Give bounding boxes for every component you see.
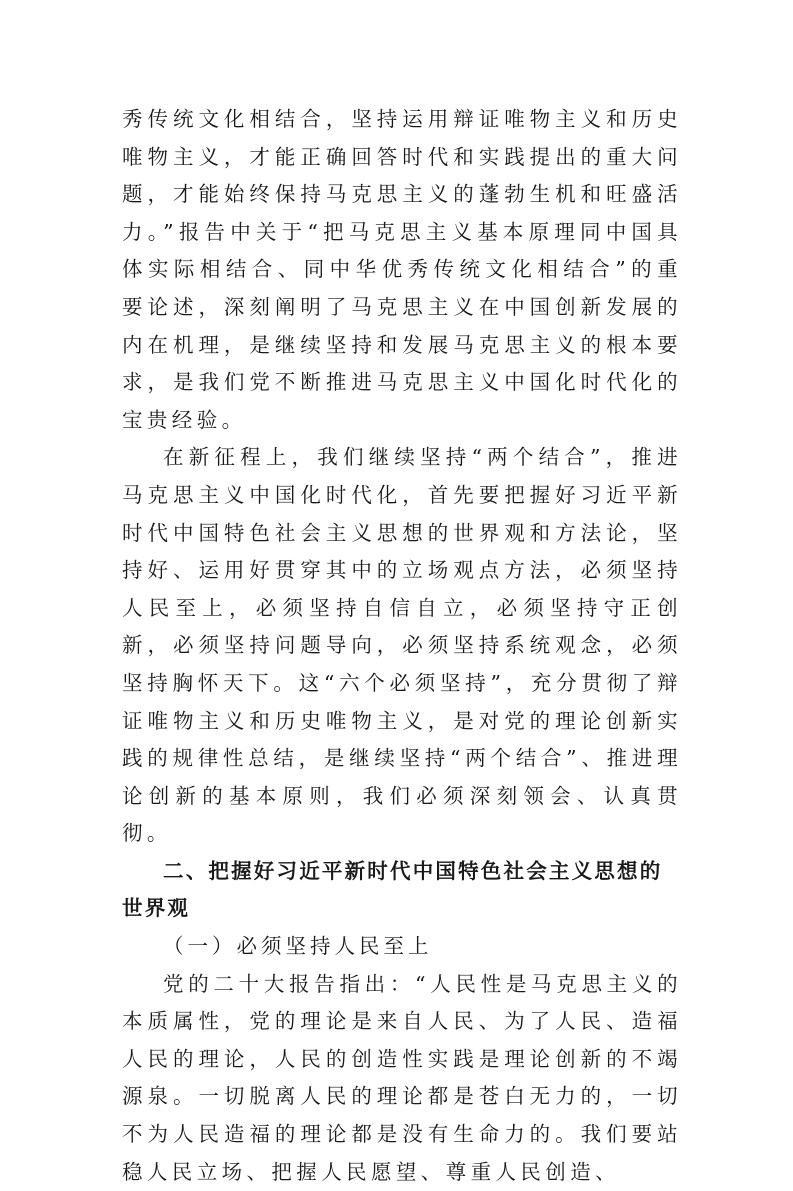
document-page [122, 101, 682, 1191]
body-paragraph: 党的二十大报告指出：“人民性是马克思主义的本质属性，党的理论是来自人民、为了人民、造福人民的理论，人民的创造性实践是理论创新的不竭源泉。一切脱离人民的理论都是苍白无力的，一切不为人民造福的理论都是没有生命力的。我们要站稳人民立场、把握人民愿望、尊重人民创造、 [122, 971, 682, 1184]
section-heading: 二、把握好习近平新时代中国特色社会主义思想的世界观 [122, 858, 663, 921]
body-paragraph: 秀传统文化相结合，坚持运用辩证唯物主义和历史唯物主义，才能正确回答时代和实践提出的重大问题，才能始终保持马克思主义的蓬勃生机和旺盛活力。”报告中关于“把马克思主义基本原理同中国具体实际相结合、同中华优秀传统文化相结合”的重要论述，深刻阐明了马克思主义在中国创新发展的内在机理，是继续坚持和发展马克思主义的根本要求，是我们党不断推进马克思主义中国化时代化的宝贵经验。 [122, 107, 682, 432]
subsection-heading: （一）必须坚持人民至上 [163, 934, 433, 959]
body-paragraph: 在新征程上，我们继续坚持“两个结合”，推进马克思主义中国化时代化，首先要把握好习近平新时代中国特色社会主义思想的世界观和方法论，坚持好、运用好贯穿其中的立场观点方法，必须坚持人民至上，必须坚持自信自立，必须坚持守正创新，必须坚持问题导向，必须坚持系统观念，必须坚持胸怀天下。这“六个必须坚持”，充分贯彻了辩证唯物主义和历史唯物主义，是对党的理论创新实践的规律性总结，是继续坚持“两个结合”、推进理论创新的基本原则，我们必须深刻领会、认真贯彻。 [122, 445, 682, 846]
